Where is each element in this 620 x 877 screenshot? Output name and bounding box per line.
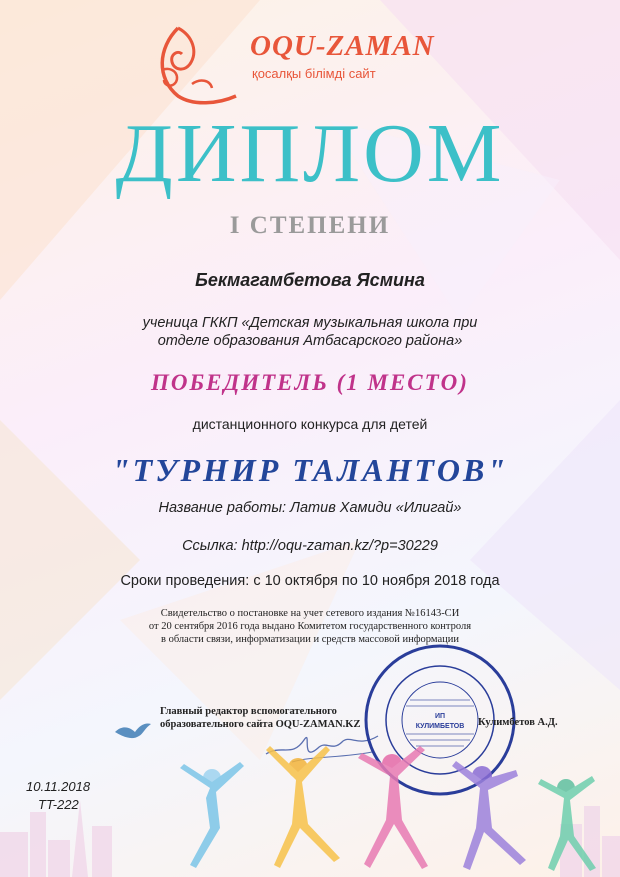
certificate-line-3: в области связи, информатизации и средств массовой информации [161,634,459,645]
stamp-center-line-1: ИП [434,713,446,720]
recipient-name: Бекмагамбетова Ясмина [195,270,425,290]
recipient-institution [0,314,620,350]
logo-tagline: қосалқы білімді сайт [252,66,376,81]
diploma-degree: I СТЕПЕНИ [229,212,391,239]
work-title: Название работы: Латив Хамиди «Илигай» [158,500,462,516]
dancers-illustration [170,728,610,877]
editor-line-1: Главный редактор вспомогательного [160,706,337,717]
contest-name: "ТУРНИР ТАЛАНТОВ" [111,452,509,488]
contest-description: дистанционного конкурса для детей [192,416,428,432]
institution-line-2: отделе образования Атбасарского района» [157,333,463,349]
registration-certificate [0,607,620,646]
award-place: ПОБЕДИТЕЛЬ (1 МЕСТО) [151,370,469,395]
institution-line-1: ученица ГККП «Детская музыкальная школа при [142,315,478,331]
editor-line-2: образовательного сайта OQU-ZAMAN.KZ [160,719,361,730]
certificate-line-1: Свидетельство о постановке на учет сетевого издания №16143-СИ [160,608,460,619]
logo-ornament-icon [148,18,243,108]
diploma-title: ДИПЛОМ [115,107,505,200]
contest-dates: Сроки проведения: с 10 октября по 10 ноября 2018 года [120,573,500,589]
bird-logo-icon [113,718,153,744]
certificate-line-2: от 20 сентября 2016 года выдано Комитетом государственного контроля [148,621,472,632]
document-number: TT-222 [38,797,79,812]
work-link: Ссылка: http://oqu-zaman.kz/?p=30229 [182,538,438,554]
logo-wordmark: OQU-ZAMAN [250,30,435,62]
editor-name: Кулимбетов А.Д. [478,717,558,728]
stamp-center-line-2: КУЛИМБЕТОВ [415,723,465,730]
issue-date: 10.11.2018 [26,779,91,794]
